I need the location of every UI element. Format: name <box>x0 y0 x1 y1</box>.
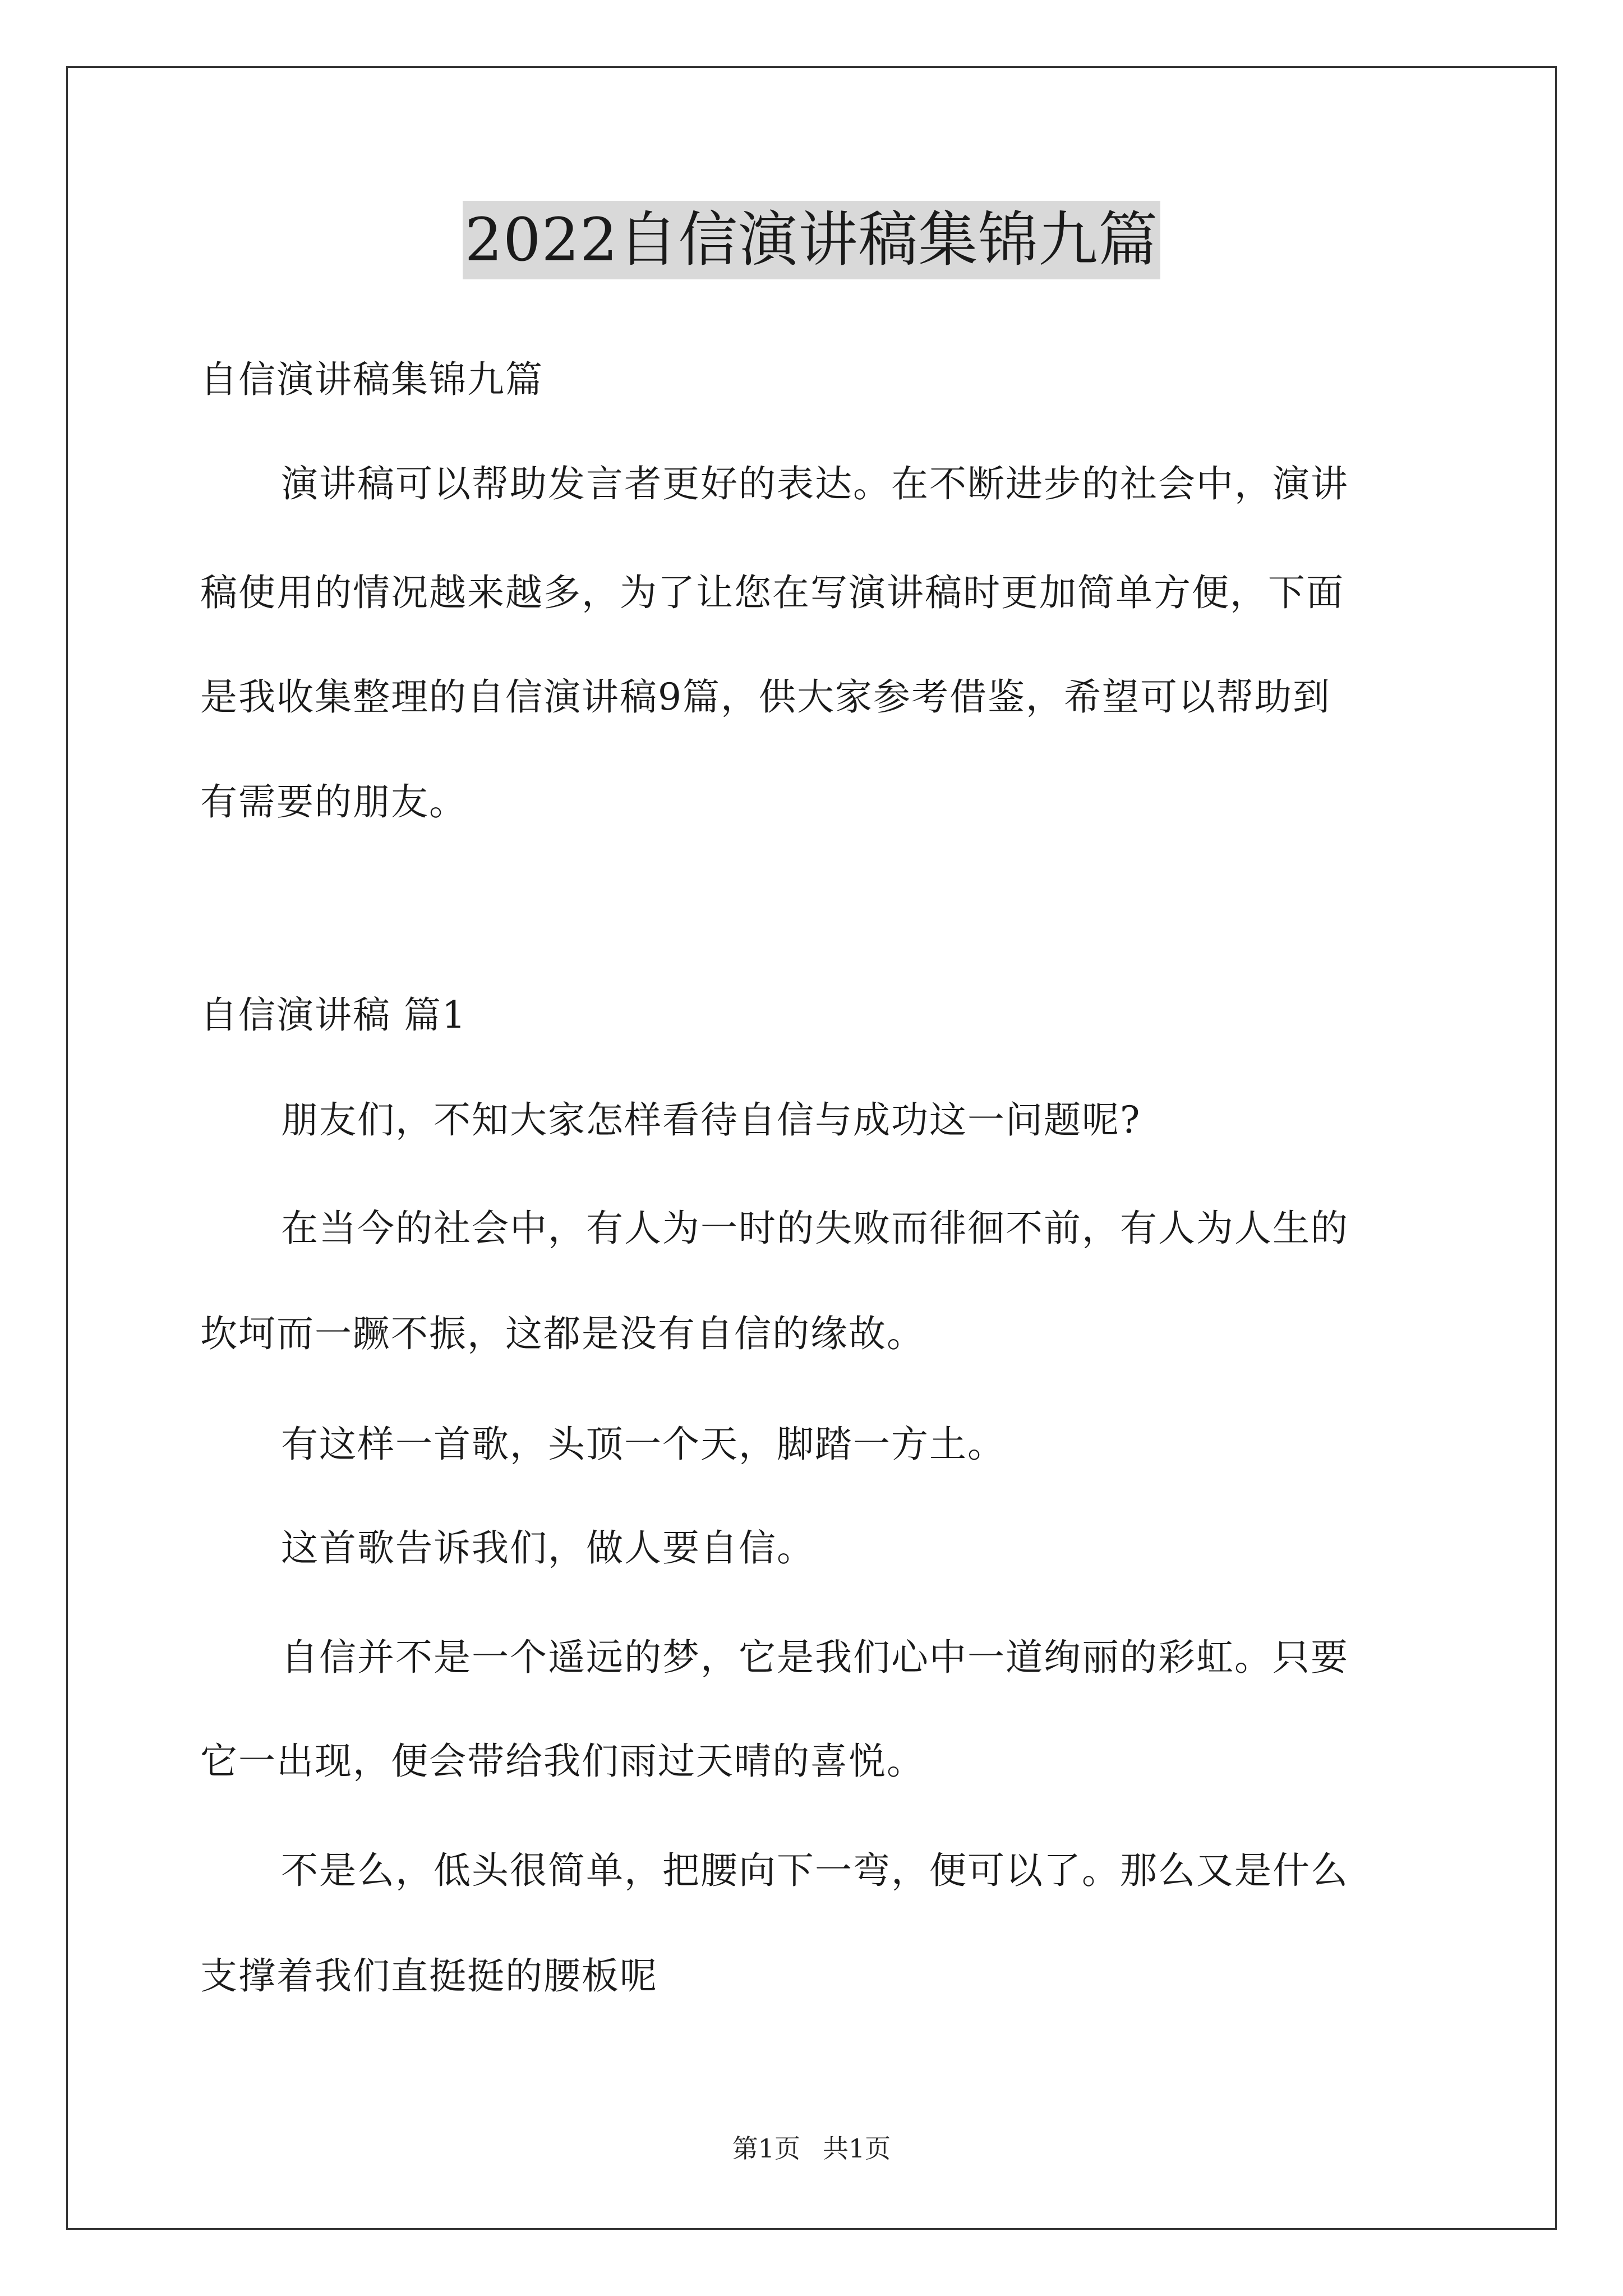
body-line: 这首歌告诉我们，做人要自信。 <box>281 1526 815 1570</box>
intro-line: 演讲稿可以帮助发言者更好的表达。在不断进步的社会中，演讲 <box>281 462 1349 505</box>
intro-line: 稿使用的情况越来越多，为了让您在写演讲稿时更加简单方便，下面 <box>200 571 1344 614</box>
body-line: 朋友们，不知大家怎样看待自信与成功这一问题呢? <box>281 1098 1141 1142</box>
subtitle: 自信演讲稿集锦九篇 <box>200 358 543 401</box>
intro-line: 是我收集整理的自信演讲稿9篇，供大家参考借鉴，希望可以帮助到 <box>200 675 1331 719</box>
document-title: 2022自信演讲稿集锦九篇 <box>463 201 1161 279</box>
body-line: 支撑着我们直挺挺的腰板呢 <box>200 1954 658 1998</box>
body-line: 有这样一首歌，头顶一个天，脚踏一方土。 <box>281 1423 1006 1466</box>
title-container <box>0 201 1623 279</box>
section-heading: 自信演讲稿 篇1 <box>200 993 467 1037</box>
page-footer <box>0 2132 1623 2165</box>
page-total: 共1页 <box>823 2133 891 2164</box>
body-line: 自信并不是一个遥远的梦，它是我们心中一道绚丽的彩虹。只要 <box>281 1636 1349 1679</box>
intro-line: 有需要的朋友。 <box>200 780 467 823</box>
body-line: 在当今的社会中，有人为一时的失败而徘徊不前，有人为人生的 <box>281 1207 1349 1250</box>
body-line: 坎坷而一蹶不振，这都是没有自信的缘故。 <box>200 1312 925 1355</box>
page-number: 第1页 <box>732 2133 800 2164</box>
body-line: 它一出现，便会带给我们雨过天晴的喜悦。 <box>200 1740 925 1783</box>
body-line: 不是么，低头很简单，把腰向下一弯，便可以了。那么又是什么 <box>281 1849 1349 1892</box>
